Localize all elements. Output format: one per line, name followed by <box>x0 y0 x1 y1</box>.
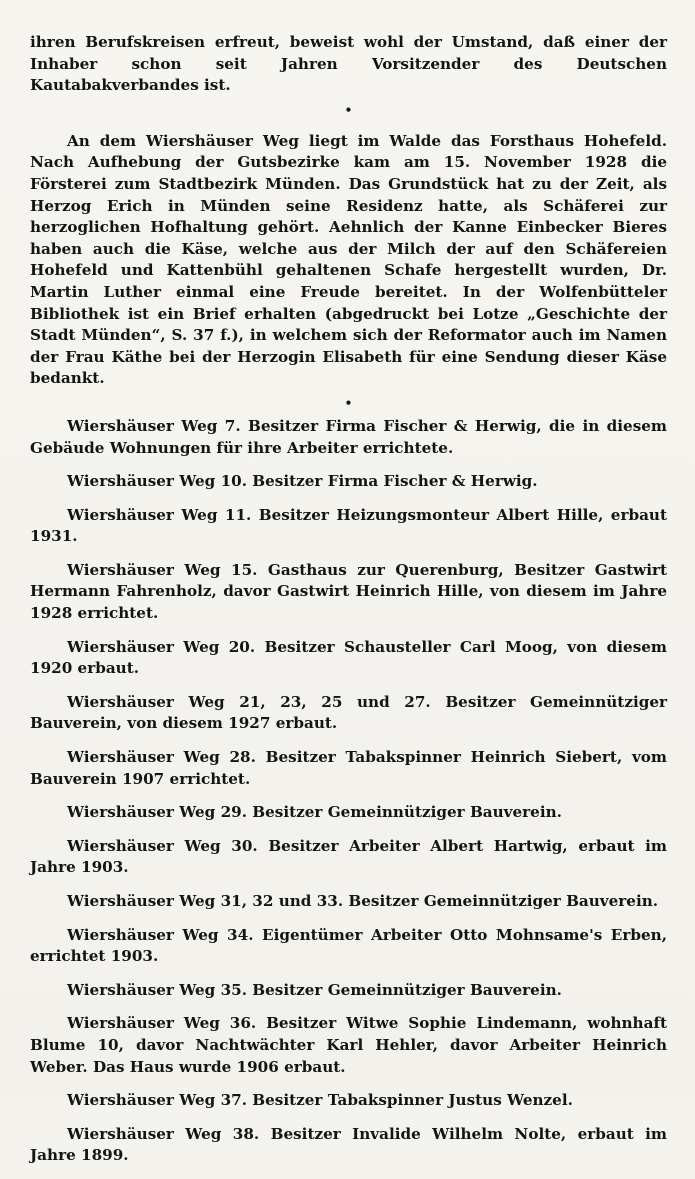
address-entry: Wiershäuser Weg 34. Eigentümer Arbeiter Otto Mohnsame's Erben, errichtet 1903. <box>30 925 667 966</box>
section-separator: • <box>344 102 353 117</box>
address-entry: Wiershäuser Weg 7. Besitzer Firma Fischer & Herwig, die in diesem Gebäude Wohnungen für ihre Arbeiter errichtete. <box>30 416 667 457</box>
address-entry: Wiershäuser Weg 11. Besitzer Heizungsmonteur Albert Hille, erbaut 1931. <box>30 505 667 546</box>
address-entry: Wiershäuser Weg 15. Gasthaus zur Querenburg, Besitzer Gastwirt Hermann Fahrenholz, davor Gastwirt Heinrich Hille, von diesem im Jahre 1928 errichtet. <box>30 560 667 623</box>
page-text <box>30 32 667 1179</box>
address-entry: Wiershäuser Weg 37. Besitzer Tabakspinner Justus Wenzel. <box>67 1091 573 1110</box>
forsthaus-paragraph: An dem Wiershäuser Weg liegt im Walde das Forsthaus Hohefeld. Nach Aufhebung der Gutsbezirke kam am 15. November 1928 die Försterei zum Stadtbezirk Münden. Das Grundstück hat zu der Zeit, als Herzog Erich in Münden seine Residenz hatte, als Schäferei zur herzoglichen Hofhaltung gehört. Aehnlich der Kanne Einbecker Bieres haben auch die Käse, welche aus der Milch der auf den Schäfereien Hohefeld und Kattenbühl gehaltenen Schafe hergestellt wurden, Dr. Martin Luther einmal eine Freude bereitet. In der Wolfenbütteler Bibliothek ist ein Brief erhalten (abgedruckt bei Lotze „Geschichte der Stadt Münden“, S. 37 f.), in welchem sich der Reformator auch im Namen der Frau Käthe bei der Herzogin Elisabeth für eine Sendung dieser Käse bedankt. <box>30 131 667 388</box>
address-entry: Wiershäuser Weg 28. Besitzer Tabakspinner Heinrich Siebert, vom Bauverein 1907 errichtet. <box>30 748 667 788</box>
address-entry: Wiershäuser Weg 35. Besitzer Gemeinnütziger Bauverein. <box>67 980 562 999</box>
intro-paragraph: ihren Berufskreisen erfreut, beweist wohl der Umstand, daß einer der Inhaber schon seit Jahren Vorsitzender des Deutschen Kautabakverbandes ist. <box>30 33 667 95</box>
address-entry: Wiershäuser Weg 30. Besitzer Arbeiter Albert Hartwig, erbaut im Jahre 1903. <box>30 836 667 877</box>
address-entry: Wiershäuser Weg 20. Besitzer Schausteller Carl Moog, von diesem 1920 erbaut. <box>30 637 667 678</box>
address-entry: Wiershäuser Weg 10. Besitzer Firma Fischer & Herwig. <box>67 472 538 491</box>
address-entry: Wiershäuser Weg 38. Besitzer Invalide Wilhelm Nolte, erbaut im Jahre 1899. <box>30 1124 667 1165</box>
address-entry: Wiershäuser Weg 36. Besitzer Witwe Sophie Lindemann, wohnhaft Blume 10, davor Nachtwächter Karl Hehler, davor Arbeiter Heinrich Weber. Das Haus wurde 1906 erbaut. <box>30 1014 667 1076</box>
address-entry: Wiershäuser Weg 29. Besitzer Gemeinnütziger Bauverein. <box>67 803 562 822</box>
address-entry: Wiershäuser Weg 31, 32 und 33. Besitzer Gemeinnütziger Bauverein. <box>67 892 659 910</box>
address-entry: Wiershäuser Weg 21, 23, 25 und 27. Besitzer Gemeinnütziger Bauverein, von diesem 1927 erbaut. <box>30 692 667 733</box>
section-separator: • <box>344 395 353 410</box>
